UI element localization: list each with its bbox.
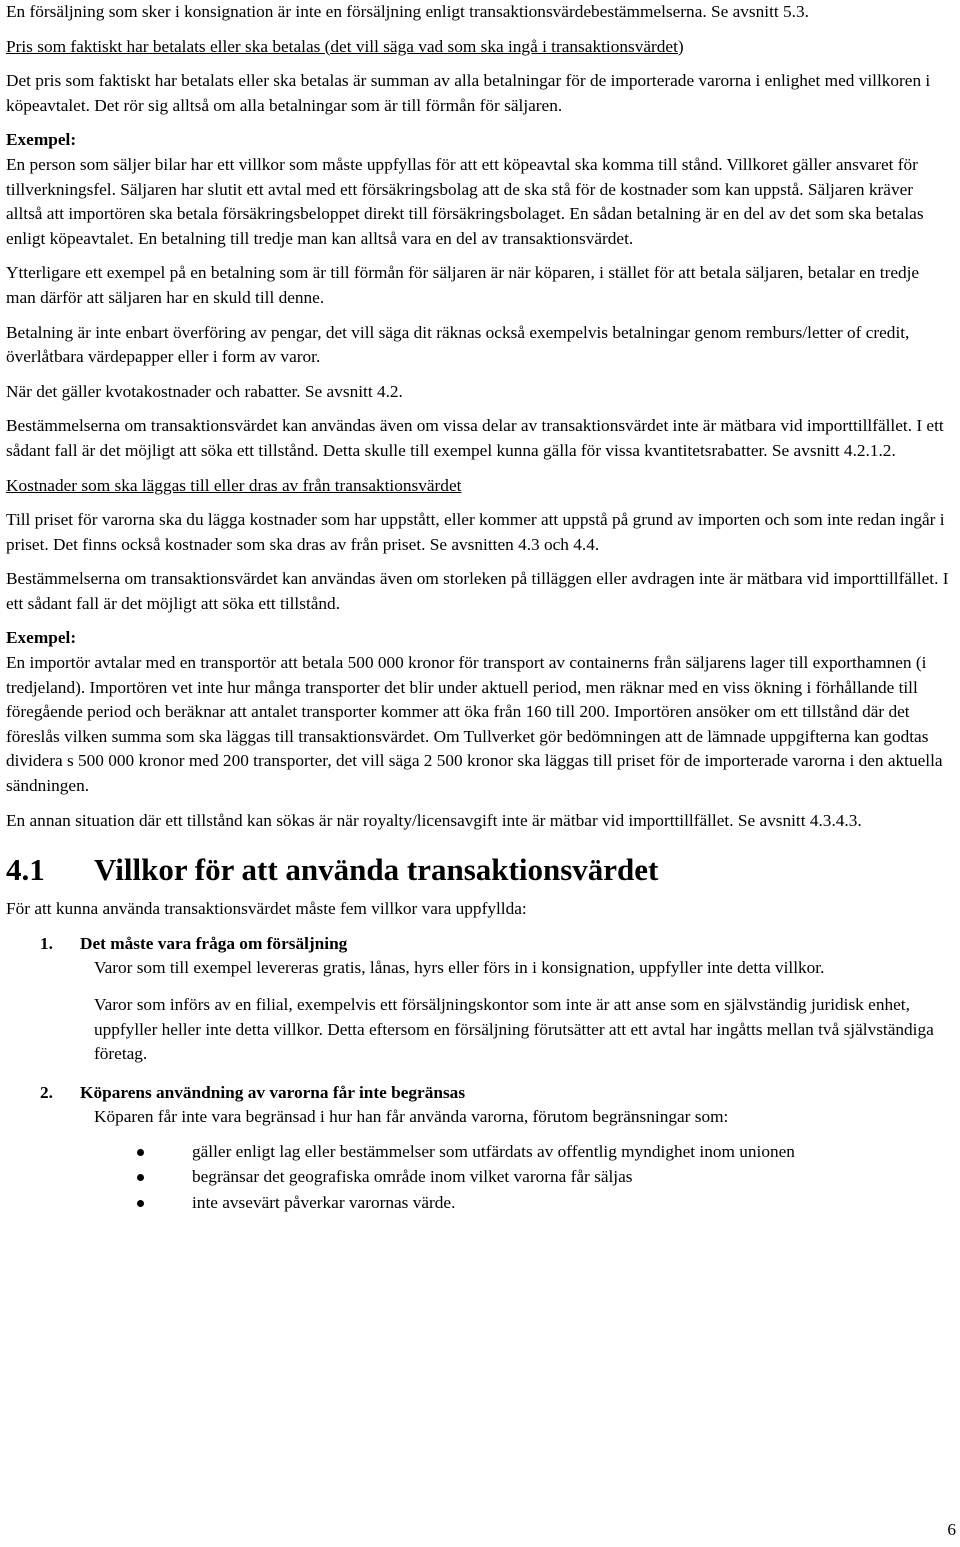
example-paragraph: En person som säljer bilar har ett villkor som måste uppfyllas för att ett köpeavtal ska komma till stånd. Villkoret gäller ansvaret för tillverkningsfel. Säljaren har slutit ett avtal med ett försäkringsbolag att de ska stå för de kostnader som kan uppstå. Säljaren kräver alltså att importören ska betala försäkringsbeloppet direkt till försäkringsbolaget. En sådan betalning är en del av det som ska betalas enligt köpeavtalet. En betalning till tredje man kan alltså vara en del av transaktionsvärdet. [6,154,924,248]
condition-body [94,956,952,1066]
bullet-icon [137,1200,144,1207]
page-number: 6 [947,1520,956,1539]
condition-item [6,932,952,1067]
payment-definition-paragraph: Betalning är inte enbart överföring av pengar, det vill säga dit räknas också exempelvis betalningar genom remburs/letter of credit, överlåtbara värdepapper eller i form av varor. [6,322,910,367]
bullet-text: begränsar det geografiska område inom vilket varorna får säljas [192,1167,633,1187]
quota-paragraph: När det gäller kvotakostnader och rabatter. Se avsnitt 4.2. [6,381,403,401]
condition-paragraph: Varor som införs av en filial, exempelvis ett försäljningskontor som inte är att anse som en självständig juridisk enhet, uppfyller heller inte detta villkor. Detta eftersom en försäljning förutsätter att ett avtal har ingåtts mellan två självständiga företag. [94,995,934,1064]
section-heading [6,851,952,889]
condition-body [94,1105,952,1130]
bullet-text: inte avsevärt påverkar varornas värde. [192,1192,456,1212]
bullet-item [6,1140,952,1166]
bullet-icon [137,1174,144,1181]
condition-number: 1. [40,933,53,953]
section-number: 4.1 [6,852,45,888]
condition-paragraph: Köparen får inte vara begränsad i hur han får använda varorna, förutom begränsningar som: [94,1107,729,1127]
section-intro-paragraph: För att kunna använda transaktionsvärdet måste fem villkor vara uppfyllda: [6,899,527,919]
bullet-text: gäller enligt lag eller bestämmelser som utfärdats av offentlig myndighet inom unionen [192,1141,795,1161]
bullet-item [6,1165,952,1191]
price-subheading: Pris som faktiskt har betalats eller ska betalas (det vill säga vad som ska ingå i transaktionsvärdet) [6,36,684,56]
costs-paragraph: Till priset för varorna ska du lägga kostnader som har uppstått, eller kommer att uppstå på grund av importen och som inte redan ingår i priset. Det finns också kostnader som ska dras av från priset. Se avsnitten 4.3 och 4.4. [6,510,945,554]
bullet-item [6,1191,952,1217]
condition-number: 2. [40,1082,53,1102]
price-definition-paragraph: Det pris som faktiskt har betalats eller ska betalas är summan av alla betalningar för de importerade varorna i enlighet med villkoren i köpeavtalet. Det rör sig alltså om alla betalningar som är till förmån för säljaren. [6,71,931,115]
condition-title: Köparens användning av varorna får inte begränsas [80,1082,466,1102]
example-paragraph: En importör avtalar med en transportör att betala 500 000 kronor för transport av containerns från säljarens lager till exporthamnen (i tredjeland). Importören vet inte hur många transporter det blir under aktuell period, men räknar med en viss ökning i förhållande till föregående period och beräknar att antalet transporter kommer att öka från 160 till 200. Importören ansöker om ett tillstånd där det föreslås vilken summa som ska läggas till transaktionsvärdet. Om Tullverket gör bedömningen att de lämnade uppgifterna kan godtas dividera s 500 000 kronor med 200 transporter, det vill säga 2 500 kronor ska läggas till priset för de importerade varorna i den aktuella sändningen. [6,653,943,796]
not-measurable-paragraph: Bestämmelserna om transaktionsvärdet kan användas även om vissa delar av transaktionsvärdet inte är mätbara vid importtillfället. I ett sådant fall är det möjligt att söka ett tillstånd. Detta skulle till exempel kunna gälla för vissa kvantitetsrabatter. Se avsnitt 4.2.1.2. [6,416,944,460]
bullet-icon [137,1149,144,1156]
royalty-paragraph: En annan situation där ett tillstånd kan sökas är när royalty/licensavgift inte är mätbar vid importtillfället. Se avsnitt 4.3.4.3. [6,810,862,830]
document-page [6,0,952,1216]
further-example-paragraph: Ytterligare ett exempel på en betalning som är till förmån för säljaren är när köparen, i stället för att betala säljaren, betalar en tredje man därför att säljaren har en skuld till denne. [6,263,920,307]
additions-paragraph: Bestämmelserna om transaktionsvärdet kan användas även om storleken på tilläggen eller avdragen inte är mätbara vid importtillfället. I ett sådant fall är det möjligt att söka ett tillstånd. [6,569,949,613]
costs-subheading: Kostnader som ska läggas till eller dras av från transaktionsvärdet [6,475,462,495]
bullet-list [6,1140,952,1217]
condition-title: Det måste vara fråga om försäljning [80,933,348,953]
condition-paragraph: Varor som till exempel levereras gratis, lånas, hyrs eller förs in i konsignation, uppfyller inte detta villkor. [94,958,825,978]
condition-item [6,1081,952,1217]
example-label: Exempel: [6,628,77,648]
section-title: Villkor för att använda transaktionsvärdet [94,852,659,888]
example-label: Exempel: [6,130,77,150]
consignment-paragraph: En försäljning som sker i konsignation är inte en försäljning enligt transaktionsvärdebestämmelserna. Se avsnitt 5.3. [6,2,809,21]
